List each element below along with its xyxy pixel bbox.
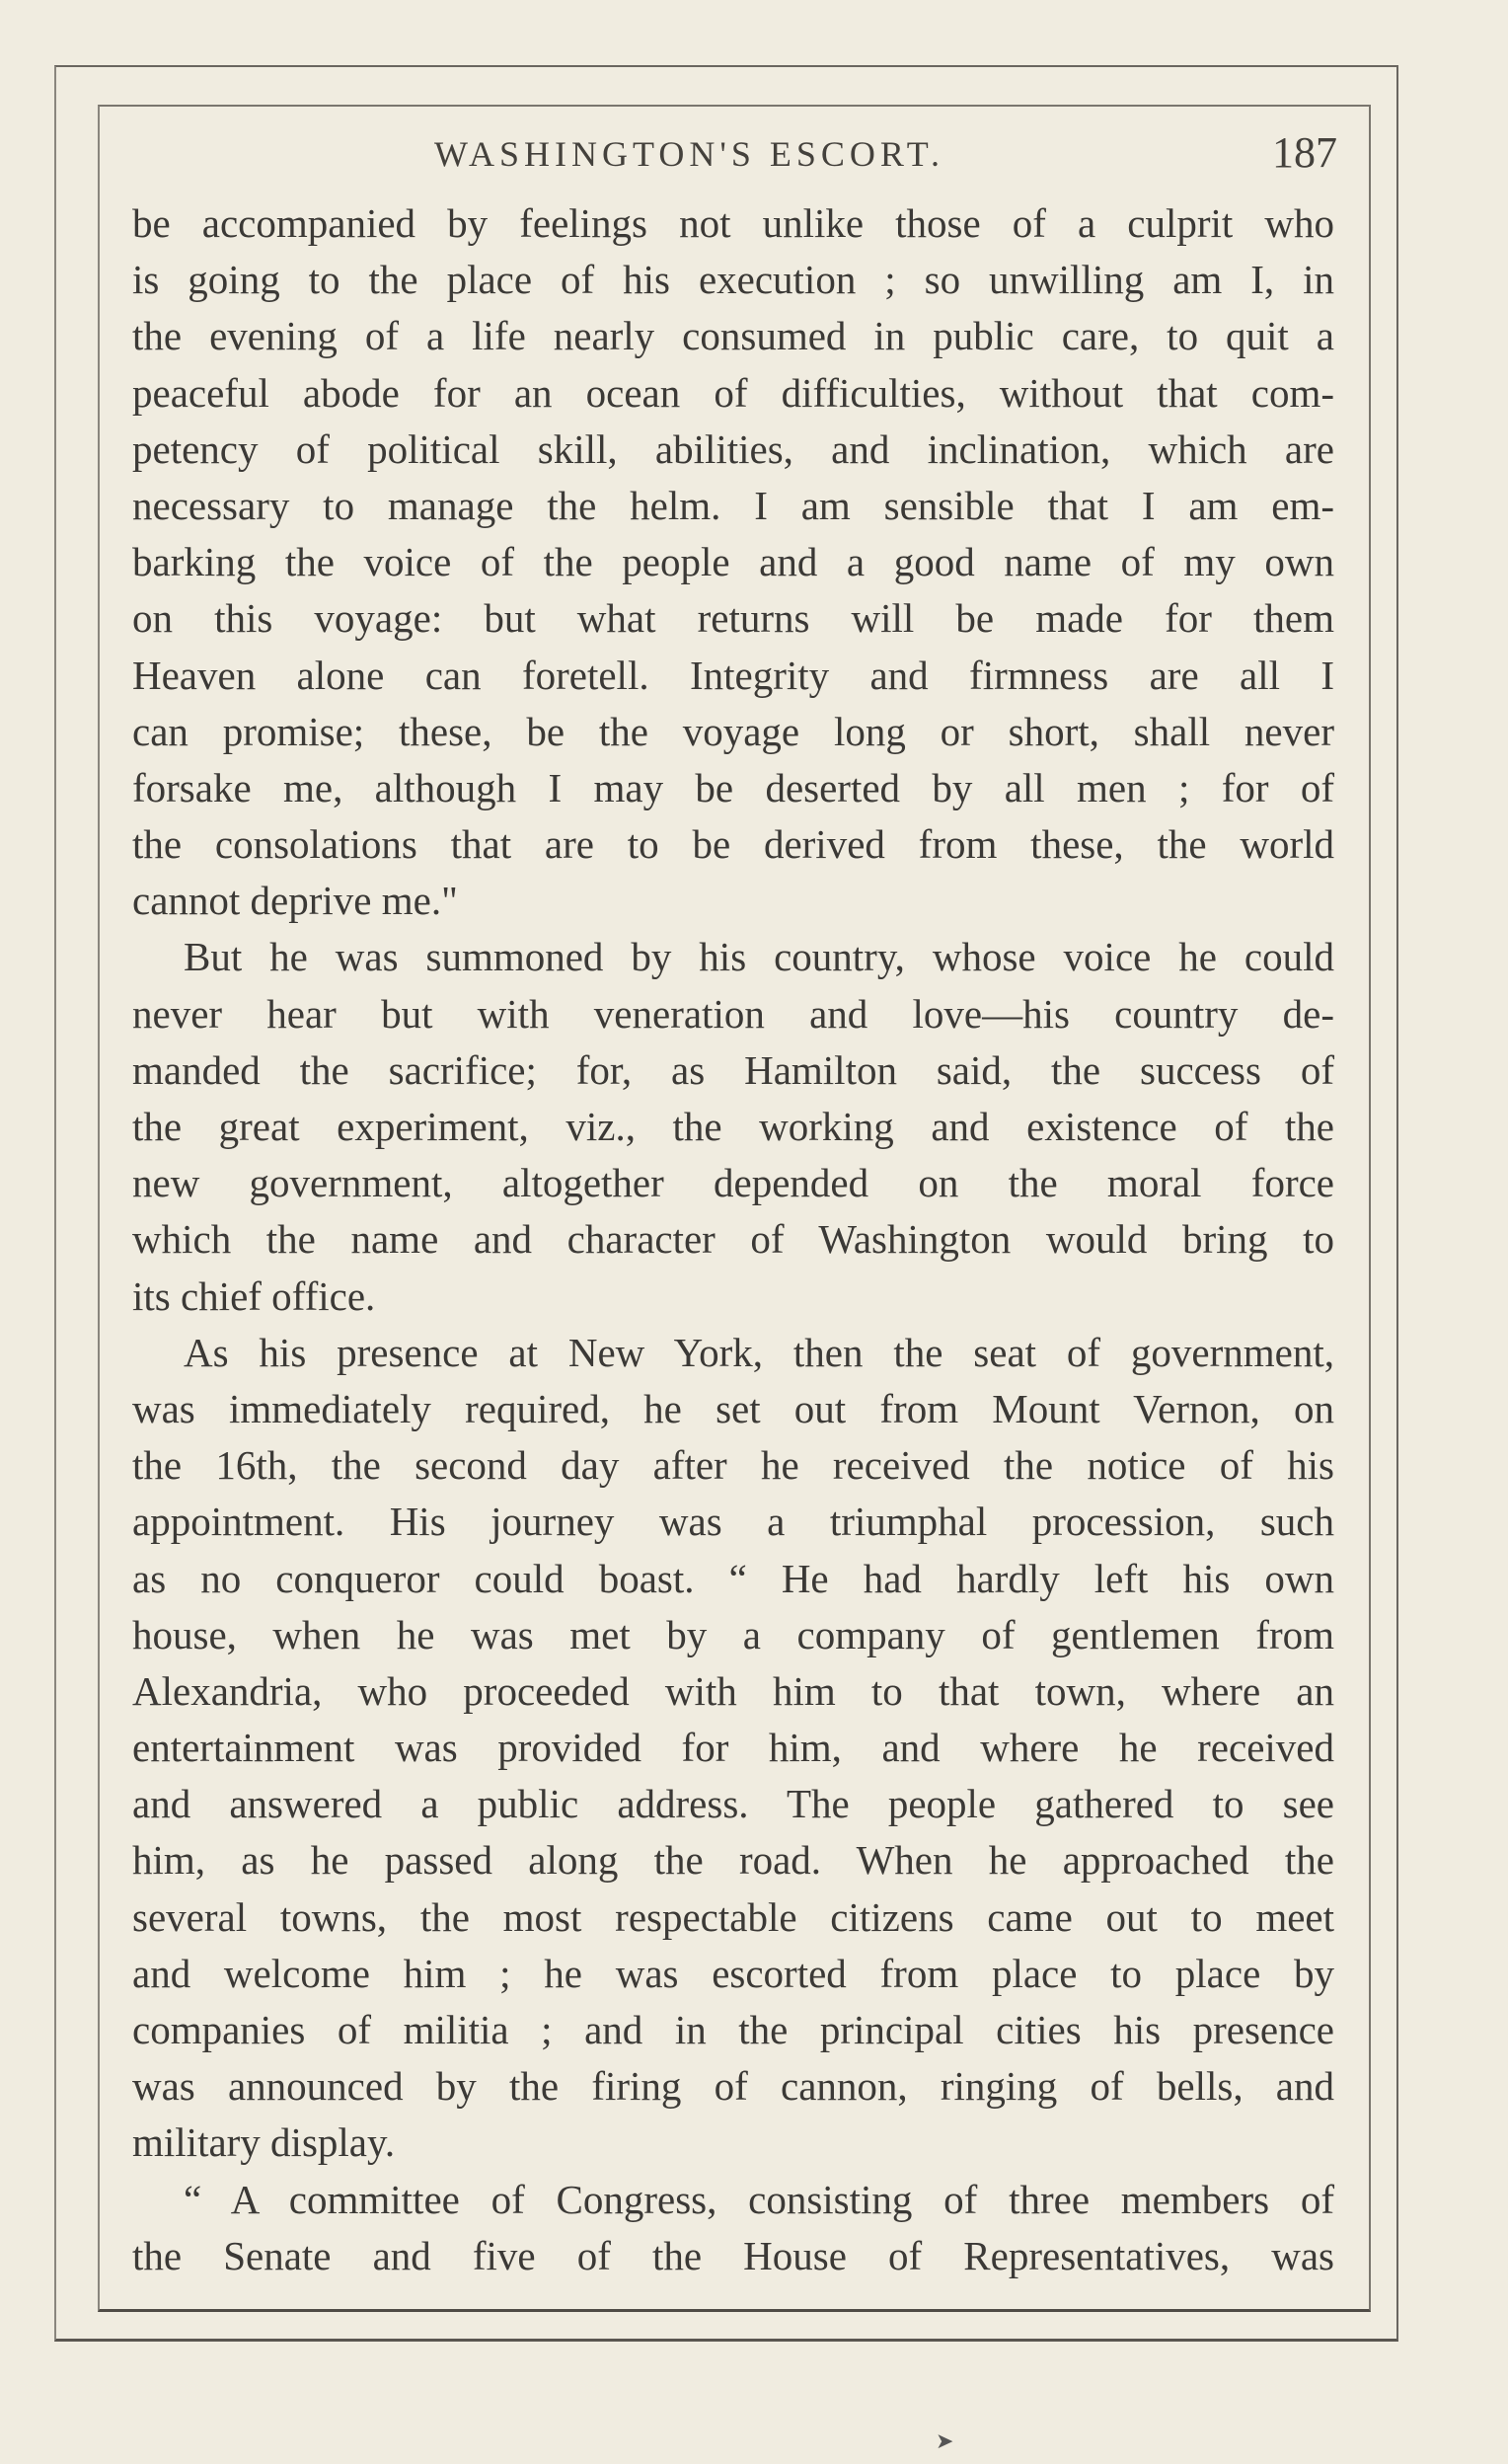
text-line: barking the voice of the people and a good name of my own	[132, 539, 1334, 585]
text-line: as no conqueror could boast. “ He had hardly left his own	[132, 1555, 1334, 1601]
text-line: forsake me, although I may be deserted by all men ; for of	[132, 764, 1334, 810]
text-line: peaceful abode for an ocean of difficulties, without that com-	[132, 369, 1334, 416]
text-line: the evening of a life nearly consumed in public care, to quit a	[132, 313, 1334, 359]
page-number: 187	[1272, 128, 1337, 177]
text-line: “ A committee of Congress, consisting of three members of	[184, 2176, 1334, 2222]
text-line: several towns, the most respectable citizens came out to meet	[132, 1893, 1334, 1940]
text-line: appointment. His journey was a triumphal procession, such	[132, 1499, 1334, 1545]
text-line: the Senate and five of the House of Representatives, was	[132, 2232, 1334, 2278]
text-line: can promise; these, be the voyage long or short, shall never	[132, 708, 1334, 754]
text-line: As his presence at New York, then the seat of government,	[184, 1329, 1334, 1375]
text-line: is going to the place of his execution ; so unwilling am I, in	[132, 257, 1334, 303]
text-line: be accompanied by feelings not unlike those of a culprit who	[132, 200, 1334, 246]
body-text	[132, 195, 1334, 2302]
text-line: petency of political skill, abilities, and inclination, which are	[132, 425, 1334, 472]
text-line: manded the sacrifice; for, as Hamilton said, the success of	[132, 1046, 1334, 1093]
text-line: cannot deprive me."	[132, 878, 458, 924]
text-line: house, when he was met by a company of gentlemen from	[132, 1611, 1334, 1657]
text-line: the great experiment, viz., the working and existence of the	[132, 1104, 1334, 1149]
text-line: its chief office.	[132, 1272, 376, 1319]
text-line: new government, altogether depended on the moral force	[132, 1160, 1334, 1206]
text-line: But he was summoned by his country, whose voice he could	[184, 934, 1334, 980]
text-line: and welcome him ; he was escorted from place to place by	[132, 1950, 1334, 1996]
running-title: WASHINGTON'S ESCORT.	[434, 134, 945, 174]
text-line: military display.	[132, 2119, 396, 2166]
footer-mark: ➤	[936, 2428, 954, 2453]
text-line: never hear but with veneration and love—his country de-	[132, 990, 1334, 1037]
text-line: on this voyage: but what returns will be made for them	[132, 595, 1334, 642]
text-line: him, as he passed along the road. When he approached the	[132, 1837, 1334, 1884]
text-line: the 16th, the second day after he received the notice of his	[132, 1442, 1334, 1489]
text-line: companies of militia ; and in the principal cities his presence	[132, 2007, 1334, 2052]
text-line: and answered a public address. The people gathered to see	[132, 1781, 1334, 1827]
text-line: Alexandria, who proceeded with him to that town, where an	[132, 1667, 1334, 1714]
text-line: was immediately required, he set out from Mount Vernon, on	[132, 1385, 1334, 1431]
text-line: the consolations that are to be derived from these, the world	[132, 821, 1334, 868]
running-head	[128, 125, 1337, 185]
text-line: entertainment was provided for him, and where he received	[132, 1725, 1334, 1771]
text-line: was announced by the firing of cannon, ringing of bells, and	[132, 2063, 1334, 2110]
text-line: which the name and character of Washington would bring to	[132, 1216, 1334, 1263]
text-line: necessary to manage the helm. I am sensible that I am em-	[132, 482, 1334, 528]
text-line: Heaven alone can foretell. Integrity and firmness are all I	[132, 652, 1334, 698]
